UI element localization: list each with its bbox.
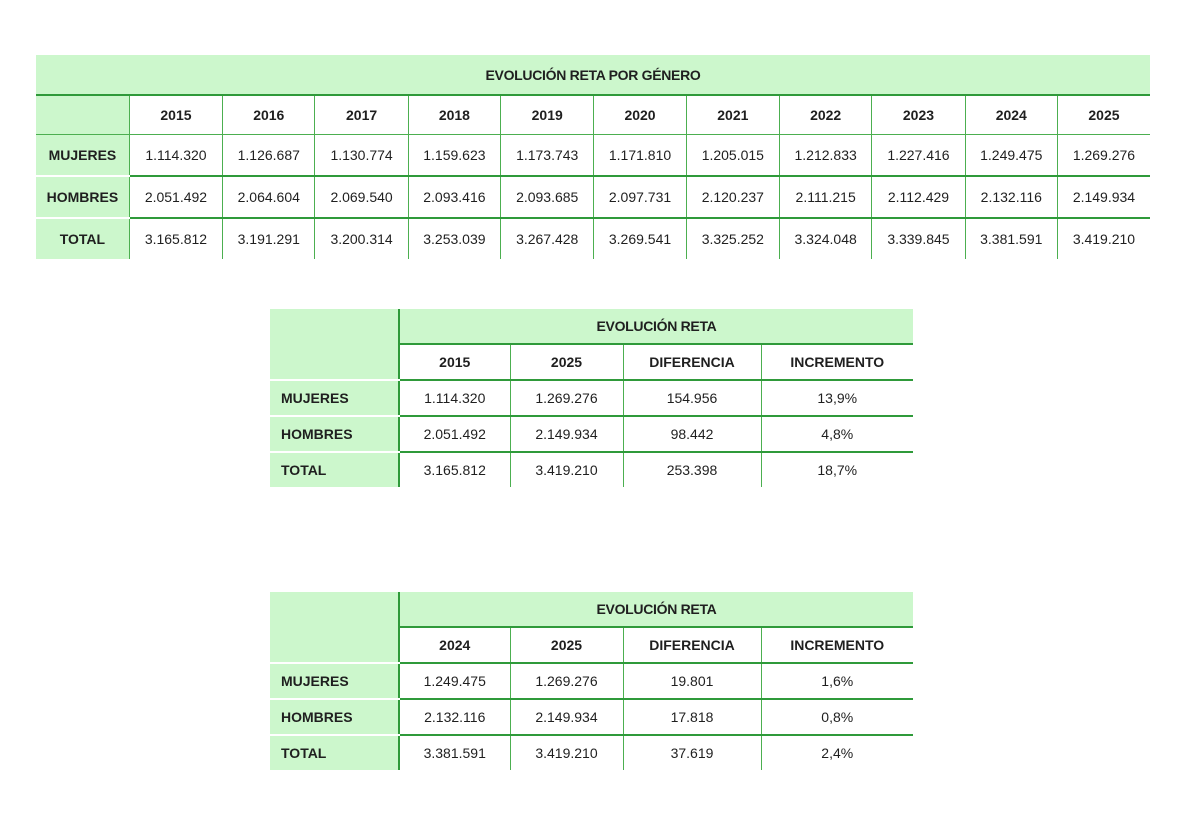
column-header: 2025 (510, 627, 623, 663)
value-cell: 3.191.291 (223, 218, 315, 259)
value-cell: 3.253.039 (408, 218, 500, 259)
value-cell: 1.130.774 (315, 135, 408, 177)
column-header: 2024 (399, 627, 510, 663)
value-cell: 3.324.048 (780, 218, 872, 259)
value-cell: 1.269.276 (510, 380, 623, 416)
table-title: EVOLUCIÓN RETA (399, 592, 913, 627)
table-row-total (36, 218, 1150, 259)
year-header: 2018 (408, 95, 500, 135)
value-cell: 2.132.116 (399, 699, 510, 735)
year-header: 2016 (223, 95, 315, 135)
table-title: EVOLUCIÓN RETA (399, 309, 913, 344)
value-cell: 1.212.833 (780, 135, 872, 177)
value-cell: 1.205.015 (686, 135, 779, 177)
row-label: MUJERES (36, 135, 129, 177)
value-cell: 4,8% (761, 416, 913, 452)
table-row-total (270, 452, 913, 487)
value-cell: 3.339.845 (872, 218, 965, 259)
value-cell: 2.097.731 (594, 176, 686, 218)
value-cell: 1.171.810 (594, 135, 686, 177)
value-cell: 2.069.540 (315, 176, 408, 218)
row-label: HOMBRES (270, 699, 399, 735)
corner-cell (36, 95, 129, 135)
value-cell: 2.112.429 (872, 176, 965, 218)
value-cell: 2.149.934 (510, 699, 623, 735)
table-title: EVOLUCIÓN RETA POR GÉNERO (36, 55, 1150, 95)
year-header: 2020 (594, 95, 686, 135)
corner-cell (270, 592, 399, 627)
value-cell: 2.149.934 (1057, 176, 1150, 218)
corner-cell (270, 344, 399, 380)
value-cell: 19.801 (623, 663, 761, 699)
comparison-2024-2025-table (270, 592, 913, 770)
value-cell: 3.419.210 (1057, 218, 1150, 259)
column-header: INCREMENTO (761, 627, 913, 663)
year-header: 2022 (780, 95, 872, 135)
table-row (270, 663, 913, 699)
value-cell: 2.132.116 (965, 176, 1057, 218)
value-cell: 3.200.314 (315, 218, 408, 259)
value-cell: 3.381.591 (423, 745, 486, 761)
value-cell: 1.114.320 (129, 135, 222, 177)
column-header: 2015 (399, 344, 510, 380)
value-cell: 3.269.541 (594, 218, 686, 259)
value-cell: 1.173.743 (501, 135, 594, 177)
value-cell: 2.120.237 (686, 176, 779, 218)
value-cell: 98.442 (623, 416, 761, 452)
year-header: 2015 (129, 95, 222, 135)
value-cell: 3.267.428 (501, 218, 594, 259)
value-cell: 1.269.276 (510, 663, 623, 699)
value-cell: 1.126.687 (223, 135, 315, 177)
value-cell: 1.269.276 (1057, 135, 1150, 177)
table-row (36, 135, 1150, 177)
value-cell: 2.111.215 (780, 176, 872, 218)
table-row (36, 176, 1150, 218)
value-cell: 2.149.934 (510, 416, 623, 452)
year-header: 2017 (315, 95, 408, 135)
value-cell: 3.381.591 (965, 218, 1057, 259)
column-header: DIFERENCIA (623, 627, 761, 663)
row-label: TOTAL (270, 452, 399, 487)
value-cell: 3.325.252 (686, 218, 779, 259)
year-header: 2021 (686, 95, 779, 135)
value-cell: 13,9% (761, 380, 913, 416)
value-cell: 1.249.475 (399, 663, 510, 699)
value-cell: 1,6% (761, 663, 913, 699)
year-header: 2023 (872, 95, 965, 135)
value-cell: 2.051.492 (129, 176, 222, 218)
column-header: INCREMENTO (761, 344, 913, 380)
year-header: 2025 (1057, 95, 1150, 135)
table-row-total (270, 735, 913, 770)
corner-cell (270, 627, 399, 663)
corner-cell (270, 309, 399, 344)
value-cell: 1.159.623 (408, 135, 500, 177)
value-cell: 3.165.812 (129, 218, 222, 259)
row-label: HOMBRES (36, 176, 129, 218)
row-label: TOTAL (270, 735, 399, 770)
column-header: DIFERENCIA (623, 344, 761, 380)
table-row (270, 699, 913, 735)
value-cell: 154.956 (623, 380, 761, 416)
comparison-2015-2025-table (270, 309, 913, 487)
value-cell: 2.064.604 (223, 176, 315, 218)
value-cell: 1.114.320 (399, 380, 510, 416)
value-cell: 2.093.685 (501, 176, 594, 218)
table-row (270, 416, 913, 452)
value-cell: 37.619 (623, 735, 761, 770)
value-cell: 1.227.416 (872, 135, 965, 177)
value-cell: 253.398 (623, 452, 761, 487)
value-cell: 0,8% (761, 699, 913, 735)
row-label: MUJERES (270, 380, 399, 416)
row-label: MUJERES (270, 663, 399, 699)
value-cell: 2.093.416 (408, 176, 500, 218)
value-cell: 3.419.210 (510, 735, 623, 770)
value-cell: 1.249.475 (965, 135, 1057, 177)
year-header: 2024 (965, 95, 1057, 135)
table-row (270, 380, 913, 416)
value-cell: 18,7% (761, 452, 913, 487)
value-cell: 2.051.492 (399, 416, 510, 452)
row-label: TOTAL (36, 218, 129, 259)
column-header: 2025 (510, 344, 623, 380)
year-header: 2019 (501, 95, 594, 135)
gender-evolution-table (36, 55, 1150, 259)
value-cell: 3.419.210 (510, 452, 623, 487)
row-label: HOMBRES (270, 416, 399, 452)
value-cell: 3.165.812 (423, 462, 486, 478)
value-cell: 17.818 (623, 699, 761, 735)
value-cell: 2,4% (761, 735, 913, 770)
